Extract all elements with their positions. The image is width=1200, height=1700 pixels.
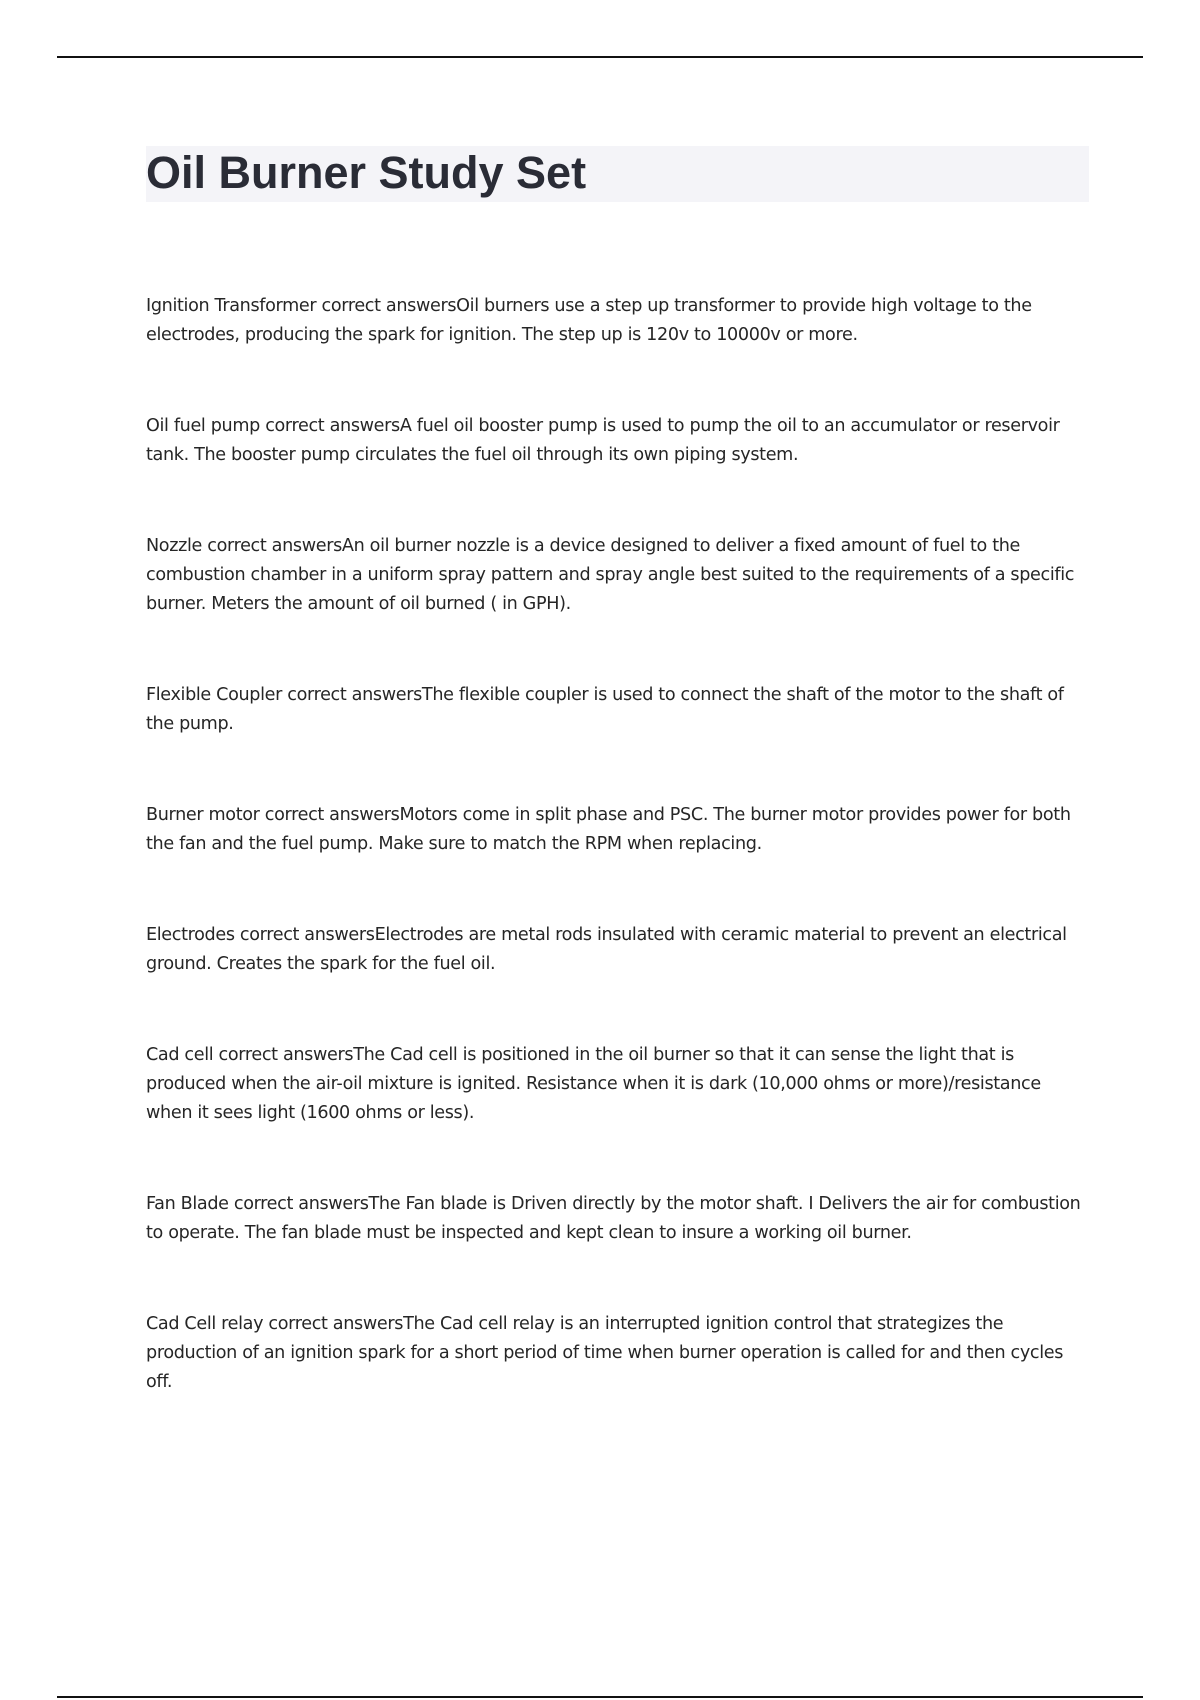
- entry-definition: An oil burner nozzle is a device designed to deliver a fixed amount of fuel to the combustion chamber in a uniform spray pattern and spray angle best suited to the requirements of a specific burner. Meters the amount of oil burned ( in GPH).: [146, 536, 1075, 614]
- entry-definition: The Cad cell is positioned in the oil burner so that it can sense the light that is produced when the air-oil mixture is ignited. Resistance when it is dark (10,000 ohms or more)/resistance when it sees light (1600 ohms or less).: [146, 1045, 1041, 1123]
- entry-term: Cad cell: [146, 1045, 214, 1065]
- study-entry: [146, 532, 1086, 619]
- entry-definition: The flexible coupler is used to connect the shaft of the motor to the shaft of the pump.: [146, 685, 1064, 734]
- study-entry: [146, 292, 1086, 350]
- entry-term: Ignition Transformer: [146, 296, 317, 316]
- answer-marker: correct answers: [263, 1314, 404, 1334]
- entry-term: Electrodes: [146, 925, 235, 945]
- entry-term: Oil fuel pump: [146, 416, 260, 436]
- entry-definition: The Fan blade is Driven directly by the motor shaft. I Delivers the air for combustion to operate. The fan blade must be inspected and kept clean to insure a working oil burner.: [146, 1194, 1081, 1243]
- page-title: Oil Burner Study Set: [146, 147, 587, 198]
- title-band: [146, 146, 1089, 202]
- bottom-rule: [57, 1696, 1143, 1698]
- study-entry: [146, 1041, 1086, 1128]
- answer-marker: correct answers: [259, 805, 400, 825]
- top-rule: [57, 56, 1143, 58]
- study-entries: [146, 292, 1086, 1397]
- entry-definition: The Cad cell relay is an interrupted ignition control that strategizes the production of an ignition spark for a short period of time when burner operation is called for and then cycles off.: [146, 1314, 1064, 1392]
- answer-marker: correct answers: [282, 685, 422, 705]
- study-entry: [146, 921, 1086, 979]
- study-entry: [146, 1310, 1086, 1397]
- answer-marker: correct answers: [213, 1045, 354, 1065]
- study-entry: [146, 412, 1086, 470]
- entry-term: Nozzle: [146, 536, 203, 556]
- answer-marker: correct answers: [316, 296, 457, 316]
- entry-definition: A fuel oil booster pump is used to pump the oil to an accumulator or reservoir tank. The booster pump circulates the fuel oil through its own piping system.: [146, 416, 1060, 465]
- entry-definition: Oil burners use a step up transformer to provide high voltage to the electrodes, producing the spark for ignition. The step up is 120v to 10000v or more.: [146, 296, 1032, 345]
- study-entry: [146, 801, 1086, 859]
- entry-term: Cad Cell relay: [146, 1314, 264, 1334]
- entry-term: Burner motor: [146, 805, 260, 825]
- entry-definition: Motors come in split phase and PSC. The burner motor provides power for both the fan and the fuel pump. Make sure to match the RPM when replacing.: [146, 805, 1071, 854]
- answer-marker: correct answers: [234, 925, 375, 945]
- answer-marker: correct answers: [228, 1194, 369, 1214]
- entry-term: Fan Blade: [146, 1194, 229, 1214]
- entry-definition: Electrodes are metal rods insulated with ceramic material to prevent an electrical ground. Creates the spark for the fuel oil.: [146, 925, 1067, 974]
- study-entry: [146, 1190, 1086, 1248]
- entry-term: Flexible Coupler: [146, 685, 283, 705]
- answer-marker: correct answers: [259, 416, 400, 436]
- study-entry: [146, 681, 1086, 739]
- answer-marker: correct answers: [202, 536, 342, 556]
